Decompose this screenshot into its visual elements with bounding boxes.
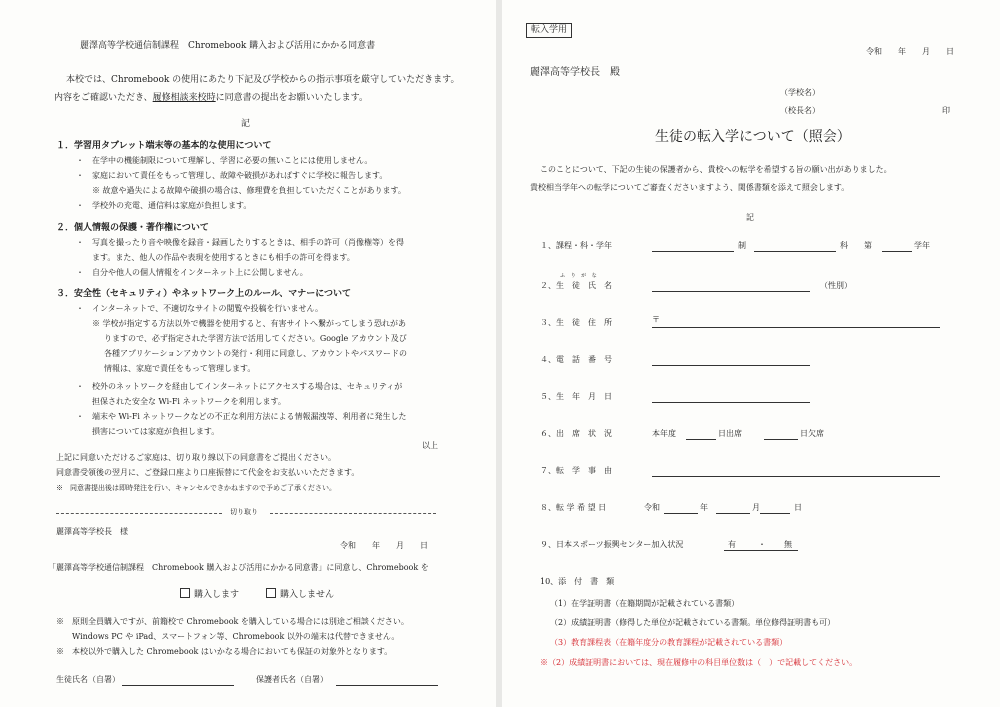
transfer-reason-field[interactable]	[652, 476, 940, 477]
course-grade-prefix: 第	[864, 241, 872, 250]
postal-mark: 〒	[652, 315, 660, 324]
course-row-label: １、課程・科・学年	[540, 241, 612, 250]
attendance-year-label: 本年度	[652, 429, 676, 438]
consent-addressee: 麗澤高等学校長 様	[56, 527, 128, 536]
ki-mark: 記	[241, 119, 251, 129]
intro-line-1: 本校では、Chromebook の使用にあたり下記及び学校からの指示事項を厳守していただきます。	[66, 75, 460, 85]
not-buy-option[interactable]: 購入しません	[266, 588, 334, 601]
days-absent-suffix: 日欠席	[800, 429, 824, 438]
list-item: 学校外の充電、通信料は家庭が負担します。	[92, 201, 252, 210]
buy-option[interactable]: 購入します	[180, 588, 239, 601]
transfer-month-suffix: 月	[752, 503, 760, 512]
list-item: ・	[76, 201, 84, 210]
purchase-note-2: Windows PC や iPad、スマートフォン等、Chromebook 以外の端末は代替できません。	[72, 632, 400, 641]
list-item: 在学中の機能制限について理解し、学習に必要の無いことには使用しません。	[92, 156, 373, 165]
guardian-signature-label: 保護者氏名（自署）	[256, 675, 328, 684]
section-1-heading: １．学習用タブレット端末等の基本的な使用について	[56, 141, 272, 151]
transfer-day-field[interactable]	[760, 513, 790, 514]
list-item: 各種アプリケーションアカウントの発行・利用に同意し、アカウントやパスワードの	[104, 349, 408, 358]
list-item: ・	[76, 156, 84, 165]
list-item: 端末や Wi-Fi ネットワークなどの不正な利用方法による情報漏洩等、利用者に発生した	[92, 412, 407, 421]
inquiry-title: 生徒の転入学について（照会）	[655, 129, 851, 145]
school-name-label: （学校名）	[780, 88, 820, 97]
inquiry-addressee: 麗澤高等学校長 殿	[530, 67, 620, 78]
consent-title: 麗澤高等学校通信制課程 Chromebook 購入および活用にかかる同意書	[80, 41, 376, 51]
after-note-2: 同意書受領後の翌月に、ご登録口座より口座振替にて代金をお支払いいただきます。	[56, 468, 360, 477]
course-department-field[interactable]	[754, 251, 836, 252]
birthdate-field[interactable]	[652, 402, 810, 403]
phone-field[interactable]	[652, 365, 810, 366]
list-item: ・	[76, 412, 84, 421]
course-grade-field[interactable]	[882, 251, 912, 252]
seal-mark: 印	[942, 106, 950, 115]
list-item: りますので、必ず指定された学習方法で活用してください。Google アカウント及び	[104, 334, 407, 343]
address-label: ３、生 徒 住 所	[540, 318, 612, 327]
address-field[interactable]	[652, 327, 940, 328]
transfer-year-field[interactable]	[664, 513, 698, 514]
transfer-reason-label: ７、転 学 事 由	[540, 466, 612, 475]
list-item: ・	[76, 268, 84, 277]
purchase-note-3: ※ 本校以外で購入した Chromebook はいかなる場合においても保証の対象外となります。	[56, 647, 393, 656]
attachment-item: （3）教育課程表（在籍年度分の教育課程が記載されている書類）	[550, 638, 788, 647]
guardian-signature-field[interactable]	[336, 685, 438, 686]
student-name-field[interactable]	[652, 291, 810, 292]
days-present-suffix: 日出席	[718, 429, 742, 438]
after-note-3: ※ 同意書提出後は即時発注を行い、キャンセルできかねますので予めご了承ください。	[56, 484, 336, 492]
transfer-year-suffix: 年	[700, 503, 708, 512]
course-grade-suffix: 学年	[914, 241, 930, 250]
list-item: ・	[76, 171, 84, 180]
list-item: ・	[76, 238, 84, 247]
list-item: 損害については家庭が負担します。	[92, 427, 220, 436]
cut-line-right	[270, 513, 436, 514]
furigana-ruby: ふ り が な	[560, 273, 599, 279]
intro-line-2: 内容をご確認いただき、履修相談来校時に同意書の提出をお願いいたします。	[54, 93, 368, 103]
attendance-label: ６、出 席 状 況	[540, 429, 612, 438]
sports-yes-option[interactable]: 有	[728, 540, 736, 549]
gender-label: （性別）	[820, 281, 852, 290]
list-item: 自分や他人の個人情報をインターネット上に公開しません。	[92, 268, 308, 277]
days-absent-field[interactable]	[764, 439, 798, 440]
student-name-label: ２、生 徒 氏 名	[540, 281, 612, 290]
sports-center-label: ９、日本スポーツ振興センター加入状況	[540, 540, 684, 549]
list-item: 担保された安全な Wi-Fi ネットワークを利用します。	[92, 397, 286, 406]
birthdate-label: ５、生 年 月 日	[540, 392, 612, 401]
not-buy-checkbox[interactable]	[266, 588, 276, 598]
transfer-month-field[interactable]	[716, 513, 750, 514]
student-signature-label: 生徒氏名（自署）	[56, 675, 120, 684]
inquiry-date: 令和 年 月 日	[866, 47, 954, 56]
attachment-item: （1）在学証明書（在籍期間が記載されている書類）	[550, 599, 740, 608]
transfer-tag: 転入学用	[526, 23, 572, 38]
consent-date: 令和 年 月 日	[340, 541, 428, 550]
list-item: ・	[76, 304, 84, 313]
sports-separator: ・	[758, 540, 766, 549]
list-item: ・	[76, 382, 84, 391]
consult-visit-text: 履修相談来校時	[152, 93, 216, 103]
buy-checkbox[interactable]	[180, 588, 190, 598]
inquiry-body-1: このことについて、下記の生徒の保護者から、貴校への転学を希望する旨の願い出がありました。	[540, 165, 892, 174]
consent-statement: 「麗澤高等学校通信制課程 Chromebook 購入および活用にかかる同意書」に同意し、Chromebook を	[48, 563, 429, 572]
section-3-heading: ３．安全性（セキュリティ）やネットワーク上のルール、マナーについて	[56, 289, 352, 299]
after-note-1: 上記に同意いただけるご家庭は、切り取り線以下の同意書をご提出ください。	[56, 453, 336, 462]
attachment-item: （2）成績証明書（修得した単位が記載されている書類。単位修得証明書も可）	[550, 618, 836, 627]
principal-name-label: （校長名）	[780, 106, 820, 115]
transfer-date-era: 令和	[644, 503, 660, 512]
list-item: ※ 学校が指定する方法以外で機器を使用すると、有害サイトへ繋がってしまう恐れがあ	[92, 319, 406, 328]
list-item: 写真を撮ったり音や映像を録音・録画したりするときは、相手の許可（肖像権等）を得	[92, 238, 404, 247]
list-item: ※ 故意や過失による故障や破損の場合は、修理費を負担していただくことがあります。	[92, 186, 406, 195]
cut-line-label: 切り取り	[230, 508, 258, 516]
course-department-suffix: 科	[840, 241, 848, 250]
attachments-label: 10、添 付 書 類	[540, 577, 615, 586]
purchase-note-1: ※ 原則全員購入ですが、前籍校で Chromebook を購入している場合には別途ご相談ください。	[56, 617, 409, 626]
list-item: 情報は、家庭で責任をもって管理します。	[104, 364, 256, 373]
list-item: ます。また、他人の作品や表現を使用するときにも相手の許可を得ます。	[92, 253, 355, 262]
student-signature-field[interactable]	[122, 685, 234, 686]
course-system-suffix: 制	[738, 241, 746, 250]
transfer-day-suffix: 日	[794, 503, 802, 512]
days-present-field[interactable]	[686, 439, 716, 440]
phone-label: ４、電 話 番 号	[540, 355, 612, 364]
consent-form-page	[0, 0, 496, 707]
sports-no-option[interactable]: 無	[784, 540, 792, 549]
list-item: 家庭において責任をもって管理し、故障や破損があればすぐに学校に報告します。	[92, 171, 388, 180]
ki-mark: 記	[746, 213, 754, 222]
section-2-heading: ２．個人情報の保護・著作権について	[56, 223, 209, 233]
attachment-note: ※（2）成績証明書においては、現在履修中の科目単位数は（ ）で記載してください。	[540, 658, 858, 667]
transfer-date-label: ８、転 学 希 望 日	[540, 503, 607, 512]
cut-line-left	[56, 513, 222, 514]
sports-underline	[724, 550, 798, 551]
list-item: インターネットで、不適切なサイトの閲覧や投稿を行いません。	[92, 304, 324, 313]
ijou-text: 以上	[422, 441, 438, 450]
inquiry-body-2: 貴校相当学年への転学についてご審査くださいますよう、関係書類を添えて照会します。	[530, 183, 850, 192]
transfer-inquiry-page	[502, 0, 1000, 707]
list-item: 校外のネットワークを経由してインターネットにアクセスする場合は、セキュリティが	[92, 382, 403, 391]
course-system-field[interactable]	[652, 251, 734, 252]
